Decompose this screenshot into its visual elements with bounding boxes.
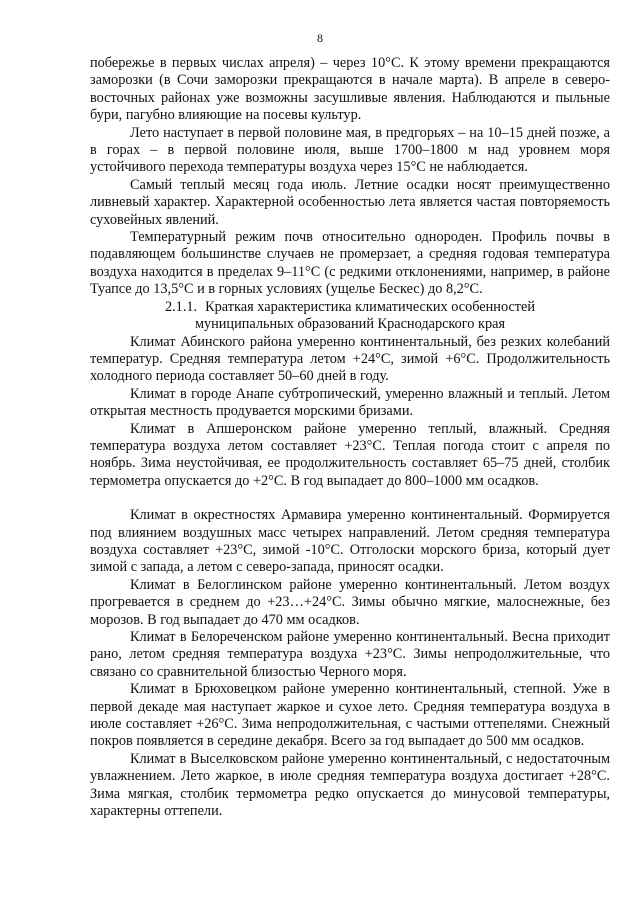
paragraph: Климат в Белоглинском районе умеренно континентальный. Летом воздух прогревается в среднем до +23…+24°С. Зимы обычно мягкие, малоснежные, без морозов. В год выпадает до 470 мм осадков. <box>90 576 610 628</box>
paragraph: Климат в городе Анапе субтропический, умеренно влажный и теплый. Летом открытая местность продувается морскими бризами. <box>90 385 610 420</box>
document-body <box>90 55 610 820</box>
section-number: 2.1.1. <box>164 298 198 315</box>
paragraph: Климат в Апшеронском районе умеренно теплый, влажный. Средняя температура воздуха летом составляет +23°С. Теплая погода стоит с апреля по ноябрь. Зима неустойчивая, ее продолжительность составляет 65–75 дней, столбик термометра опускается до +2°С. В год выпадает до 800–1000 мм осадков. <box>90 420 610 489</box>
section-heading <box>90 299 610 334</box>
paragraph: Температурный режим почв относительно однороден. Профиль почвы в подавляющем большинстве случаев не промерзает, а средняя годовая температура воздуха находится в пределах 9–11°С (с редкими отклонениями, например, в районе Туапсе до 13,5°С и в горных условиях (ущелье Бескес) до 8,2°С. <box>90 229 610 298</box>
page-number: 8 <box>317 31 323 45</box>
paragraph: Климат в окрестностях Армавира умеренно континентальный. Формируется под влиянием воздушных масс четырех направлений. Летом средняя температура воздуха составляет +23°С, зимой -10°С. Отголоски морского бриза, который дует зимой с запада, а летом с северо-запада, приносят осадки. <box>90 507 610 576</box>
paragraph: Лето наступает в первой половине мая, в предгорьях – на 10–15 дней позже, а в горах – в первой половине июля, выше 1700–1800 м над уровнем моря устойчивого перехода температуры воздуха через 15°С не наблюдается. <box>90 124 610 176</box>
paragraph: Климат в Выселковском районе умеренно континентальный, с недостаточным увлажнением. Лето жаркое, в июле средняя температура воздуха достигает +28°С. Зима мягкая, столбик термометра редко опускается до минусовой температуры, характерны оттепели. <box>90 750 610 820</box>
paragraph: Климат в Брюховецком районе умеренно континентальный, степной. Уже в первой декаде мая наступает жаркое и сухое лето. Средняя температура воздуха в июле составляет +26°С. Зима непродолжительная, с частыми оттепелями. Снежный покров появляется в середине декабря. Всего за год выпадает до 500 мм осадков. <box>90 681 610 750</box>
section-title-line-2: муниципальных образований Краснодарского края <box>194 316 506 333</box>
paragraph: Климат Абинского района умеренно континентальный, без резких колебаний температур. Средняя температура летом +24°С, зимой +6°С. Продолжительность холодного периода составляет 50–60 дней в году. <box>90 333 610 385</box>
paragraph: побережье в первых числах апреля) – через 10°С. К этому времени прекращаются заморозки (в Сочи заморозки прекращаются в начале марта). В апреле в северо-восточных районах уже возможны засушливые явления. Наблюдаются и пыльные бури, пагубно влияющие на посевы культур. <box>90 55 610 124</box>
section-title-line-1: Краткая характеристика климатических особенностей <box>205 298 536 315</box>
paragraph: Климат в Белореченском районе умеренно континентальный. Весна приходит рано, летом средняя температура воздуха +23°С. Зимы непродолжительные, что связано со сравнительной близостью Черного моря. <box>90 629 610 680</box>
paragraph: Самый теплый месяц года июль. Летние осадки носят преимущественно ливневый характер. Характерной особенностью лета является частая повторяемость суховейных явлений. <box>90 176 610 228</box>
